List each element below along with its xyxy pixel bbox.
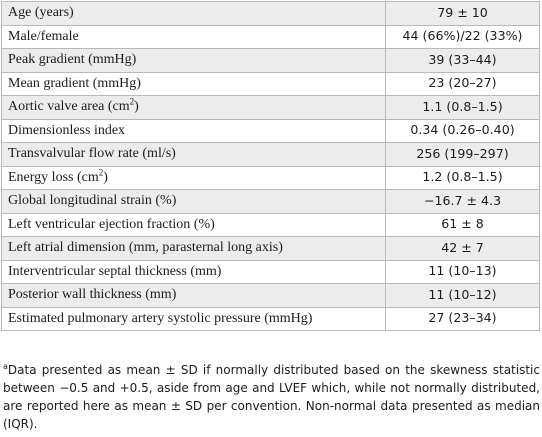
table-body — [2, 2, 540, 331]
table-row — [2, 166, 540, 190]
row-value: 23 (20–27) — [386, 72, 540, 96]
row-label-text: Age (years) — [8, 5, 74, 21]
footnote — [3, 361, 540, 433]
row-value: 39 (33–44) — [386, 49, 540, 73]
row-label — [2, 284, 386, 308]
table-row — [2, 237, 540, 261]
footnote-mark: a — [3, 362, 8, 371]
row-label — [2, 25, 386, 49]
row-value: 1.2 (0.8–1.5) — [386, 166, 540, 190]
row-label — [2, 49, 386, 73]
table-row — [2, 72, 540, 96]
table-row — [2, 284, 540, 308]
row-label — [2, 190, 386, 214]
row-value: 61 ± 8 — [386, 213, 540, 237]
row-label — [2, 166, 386, 190]
row-label-text: Posterior wall thickness (mm) — [8, 287, 177, 303]
row-label-text: Mean gradient (mmHg) — [8, 75, 141, 91]
table-row — [2, 25, 540, 49]
table-row — [2, 2, 540, 26]
row-label — [2, 2, 386, 26]
row-label-superscript: 2 — [129, 96, 135, 107]
row-label — [2, 96, 386, 120]
table-row — [2, 213, 540, 237]
row-label-text: Left atrial dimension (mm, parasternal long axis) — [8, 240, 283, 256]
row-label-text: Energy loss (cm — [8, 169, 99, 185]
table-row — [2, 143, 540, 167]
table-row — [2, 260, 540, 284]
row-label-text: Interventricular septal thickness (mm) — [8, 263, 222, 279]
row-value: 1.1 (0.8–1.5) — [386, 96, 540, 120]
footnote-text: Data presented as mean ± SD if normally distributed based on the skewness statistic between −0.5 and +0.5, aside from age and LVEF which, while not normally distributed, are reported here as mean ± SD per convention. Non-normal data presented as median (IQR). — [3, 363, 540, 431]
row-label-superscript: 2 — [98, 167, 104, 178]
row-label — [2, 307, 386, 331]
data-table — [1, 1, 540, 331]
table-row — [2, 96, 540, 120]
row-value: 256 (199–297) — [386, 143, 540, 167]
row-value: 0.34 (0.26–0.40) — [386, 119, 540, 143]
row-label-text: Aortic valve area (cm — [8, 99, 130, 115]
row-label — [2, 237, 386, 261]
row-label — [2, 213, 386, 237]
row-label-suffix: ) — [134, 99, 139, 115]
row-label-text: Left ventricular ejection fraction (%) — [8, 216, 215, 232]
row-value: −16.7 ± 4.3 — [386, 190, 540, 214]
row-label — [2, 260, 386, 284]
row-label-text: Global longitudinal strain (%) — [8, 193, 177, 209]
row-label-text: Male/female — [8, 28, 79, 44]
row-value: 79 ± 10 — [386, 2, 540, 26]
row-label-text: Peak gradient (mmHg) — [8, 52, 137, 68]
row-label-text: Dimensionless index — [8, 122, 126, 138]
row-value: 27 (23–34) — [386, 307, 540, 331]
row-label-text: Estimated pulmonary artery systolic pressure (mmHg) — [8, 310, 313, 326]
table-row — [2, 307, 540, 331]
table-row — [2, 119, 540, 143]
row-label-text: Transvalvular flow rate (ml/s) — [8, 146, 176, 162]
row-value: 11 (10–13) — [386, 260, 540, 284]
table-row — [2, 190, 540, 214]
row-label — [2, 72, 386, 96]
row-label-suffix: ) — [103, 169, 108, 185]
row-label — [2, 119, 386, 143]
row-value: 44 (66%)/22 (33%) — [386, 25, 540, 49]
row-value: 42 ± 7 — [386, 237, 540, 261]
row-label — [2, 143, 386, 167]
row-value: 11 (10–12) — [386, 284, 540, 308]
table-row — [2, 49, 540, 73]
